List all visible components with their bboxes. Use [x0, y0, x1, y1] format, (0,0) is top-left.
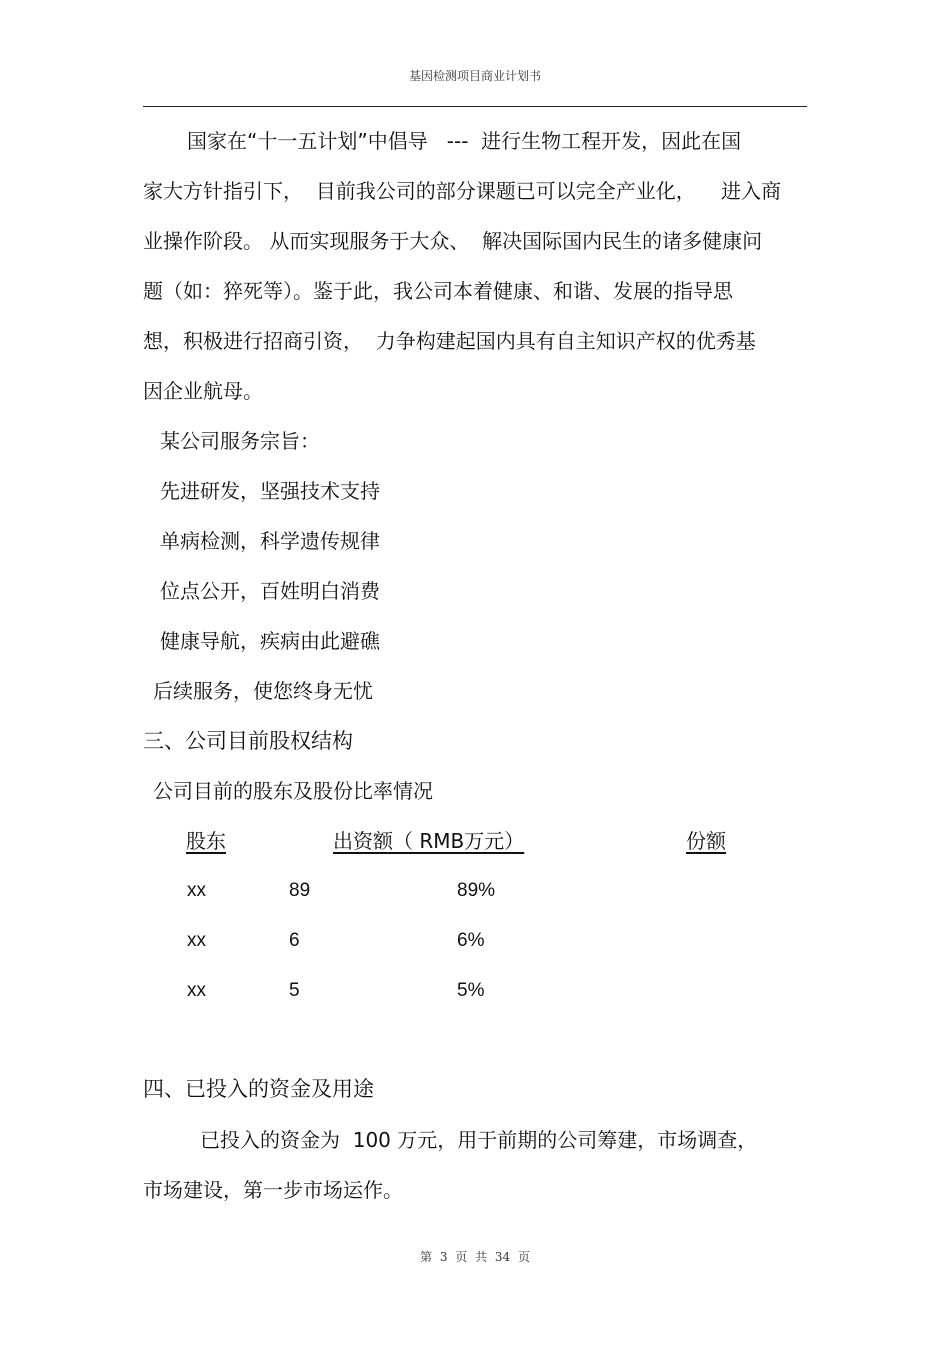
table-cell-share: 89%: [457, 880, 496, 901]
section4-line-2: 市场建设，第一步市场运作。: [143, 1178, 403, 1202]
intro-line-2: 家大方针指引下， 目前我公司的部分课题已可以完全产业化， 进入商: [143, 179, 782, 203]
tenet-item: 健康导航，疾病由此避礁: [160, 629, 380, 653]
table-header-share: 份额: [686, 829, 726, 853]
table-cell-investment: 5: [289, 980, 300, 1001]
tenet-item: 位点公开，百姓明白消费: [160, 579, 380, 603]
table-cell-shareholder: xx: [187, 930, 206, 951]
section3-heading: 三、公司目前股权结构: [143, 729, 353, 753]
tenet-item: 先进研发，坚强技术支持: [160, 479, 380, 503]
intro-line-6: 因企业航母。: [143, 379, 263, 403]
table-header-shareholder: 股东: [186, 829, 226, 853]
header-divider: [143, 106, 807, 107]
tenet-item: 后续服务，使您终身无忧: [153, 679, 373, 703]
tenets-title: 某公司服务宗旨：: [160, 429, 320, 453]
intro-line-4: 题（如：猝死等）。鉴于此，我公司本着健康、和谐、发展的指导思: [143, 279, 733, 303]
section3-subheading: 公司目前的股东及股份比率情况: [153, 779, 433, 803]
page-number-footer: 第 3 页 共 34 页: [420, 1250, 530, 1264]
section4-line-1: 已投入的资金为 100 万元，用于前期的公司筹建，市场调查，: [200, 1128, 758, 1152]
section4-heading: 四、已投入的资金及用途: [143, 1077, 374, 1101]
intro-line-3: 业操作阶段。 从而实现服务于大众、 解决国际国内民生的诸多健康问: [143, 229, 763, 253]
header-title: 基因检测项目商业计划书: [408, 69, 541, 83]
table-cell-shareholder: xx: [187, 880, 206, 901]
table-cell-share: 5%: [457, 980, 485, 1001]
tenet-item: 单病检测，科学遗传规律: [160, 529, 380, 553]
table-cell-investment: 89: [289, 880, 311, 901]
table-header-investment: 出资额（ RMB万元）: [333, 829, 525, 853]
table-cell-shareholder: xx: [187, 980, 206, 1001]
table-cell-investment: 6: [289, 930, 300, 951]
intro-line-1: 国家在“十一五计划”中倡导 --- 进行生物工程开发，因此在国: [187, 129, 742, 153]
table-cell-share: 6%: [457, 930, 485, 951]
intro-line-5: 想，积极进行招商引资， 力争构建起国内具有自主知识产权的优秀基: [143, 329, 756, 353]
